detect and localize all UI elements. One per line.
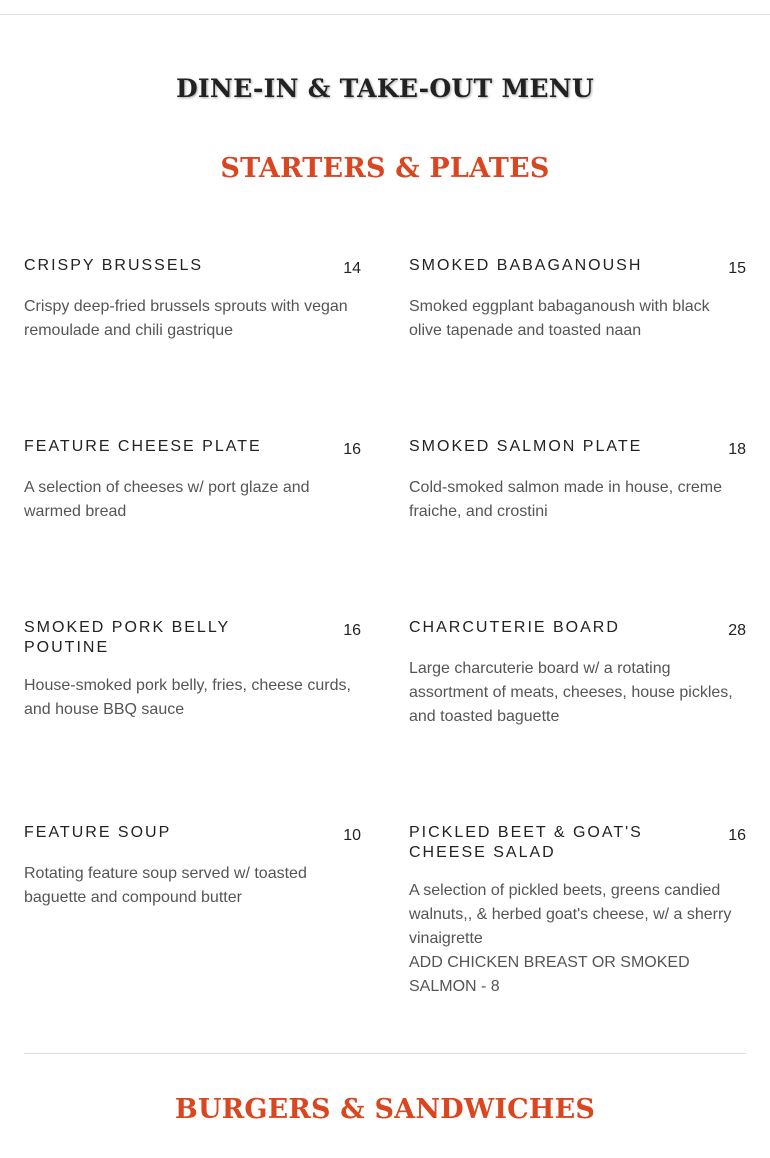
- item-price: 14: [343, 260, 361, 277]
- menu-item-pickled-beet-salad: [409, 823, 746, 1023]
- page-title: DINE-IN & TAKE-OUT MENU: [175, 74, 595, 103]
- item-name: SMOKED BABAGANOUSH: [409, 257, 643, 274]
- item-name: FEATURE CHEESE PLATE: [24, 438, 262, 455]
- item-price: 16: [343, 622, 361, 639]
- item-name: CRISPY BRUSSELS: [24, 257, 204, 274]
- item-price: 10: [343, 827, 361, 844]
- section-title-starters: STARTERS & PLATES: [220, 153, 550, 184]
- item-description: A selection of pickled beets, greens candied walnuts,, & herbed goat's cheese, w/ a sherry vinaigrette: [409, 882, 732, 947]
- menu-items-grid: [24, 256, 746, 1023]
- menu-item-crispy-brussels: [24, 256, 361, 437]
- header-divider: [0, 14, 770, 15]
- item-description: A selection of cheeses w/ port glaze and warmed bread: [24, 479, 310, 520]
- item-name: CHARCUTERIE BOARD: [409, 619, 620, 636]
- menu-item-smoked-salmon-plate: [409, 437, 746, 618]
- item-price: 18: [728, 441, 746, 458]
- menu-item-smoked-pork-belly-poutine: [24, 618, 361, 823]
- item-description: Large charcuterie board w/ a rotating assortment of meats, cheeses, house pickles, and toasted baguette: [409, 660, 733, 725]
- menu-item-charcuterie-board: [409, 618, 746, 823]
- section-divider: [24, 1053, 746, 1054]
- menu-item-feature-soup: [24, 823, 361, 1023]
- item-add-on-note: ADD CHICKEN BREAST OR SMOKED SALMON - 8: [409, 954, 690, 995]
- menu-item-smoked-babaganoush: [409, 256, 746, 437]
- item-price: 16: [728, 827, 746, 844]
- item-name: FEATURE SOUP: [24, 824, 172, 841]
- item-description: Rotating feature soup served w/ toasted baguette and compound butter: [24, 865, 307, 906]
- item-description: Cold-smoked salmon made in house, creme fraiche, and crostini: [409, 479, 723, 520]
- item-description: Smoked eggplant babaganoush with black olive tapenade and toasted naan: [409, 298, 710, 339]
- item-price: 15: [728, 260, 746, 277]
- item-price: 16: [343, 441, 361, 458]
- item-description: House-smoked pork belly, fries, cheese curds, and house BBQ sauce: [24, 677, 351, 718]
- menu-item-feature-cheese-plate: [24, 437, 361, 618]
- item-price: 28: [728, 622, 746, 639]
- section-title-burgers: BURGERS & SANDWICHES: [174, 1094, 596, 1125]
- item-name: PICKLED BEET & GOAT'S CHEESE SALAD: [409, 824, 643, 861]
- item-name: SMOKED PORK BELLY POUTINE: [24, 619, 230, 656]
- item-name: SMOKED SALMON PLATE: [409, 438, 643, 455]
- item-description: Crispy deep-fried brussels sprouts with vegan remoulade and chili gastrique: [24, 298, 348, 339]
